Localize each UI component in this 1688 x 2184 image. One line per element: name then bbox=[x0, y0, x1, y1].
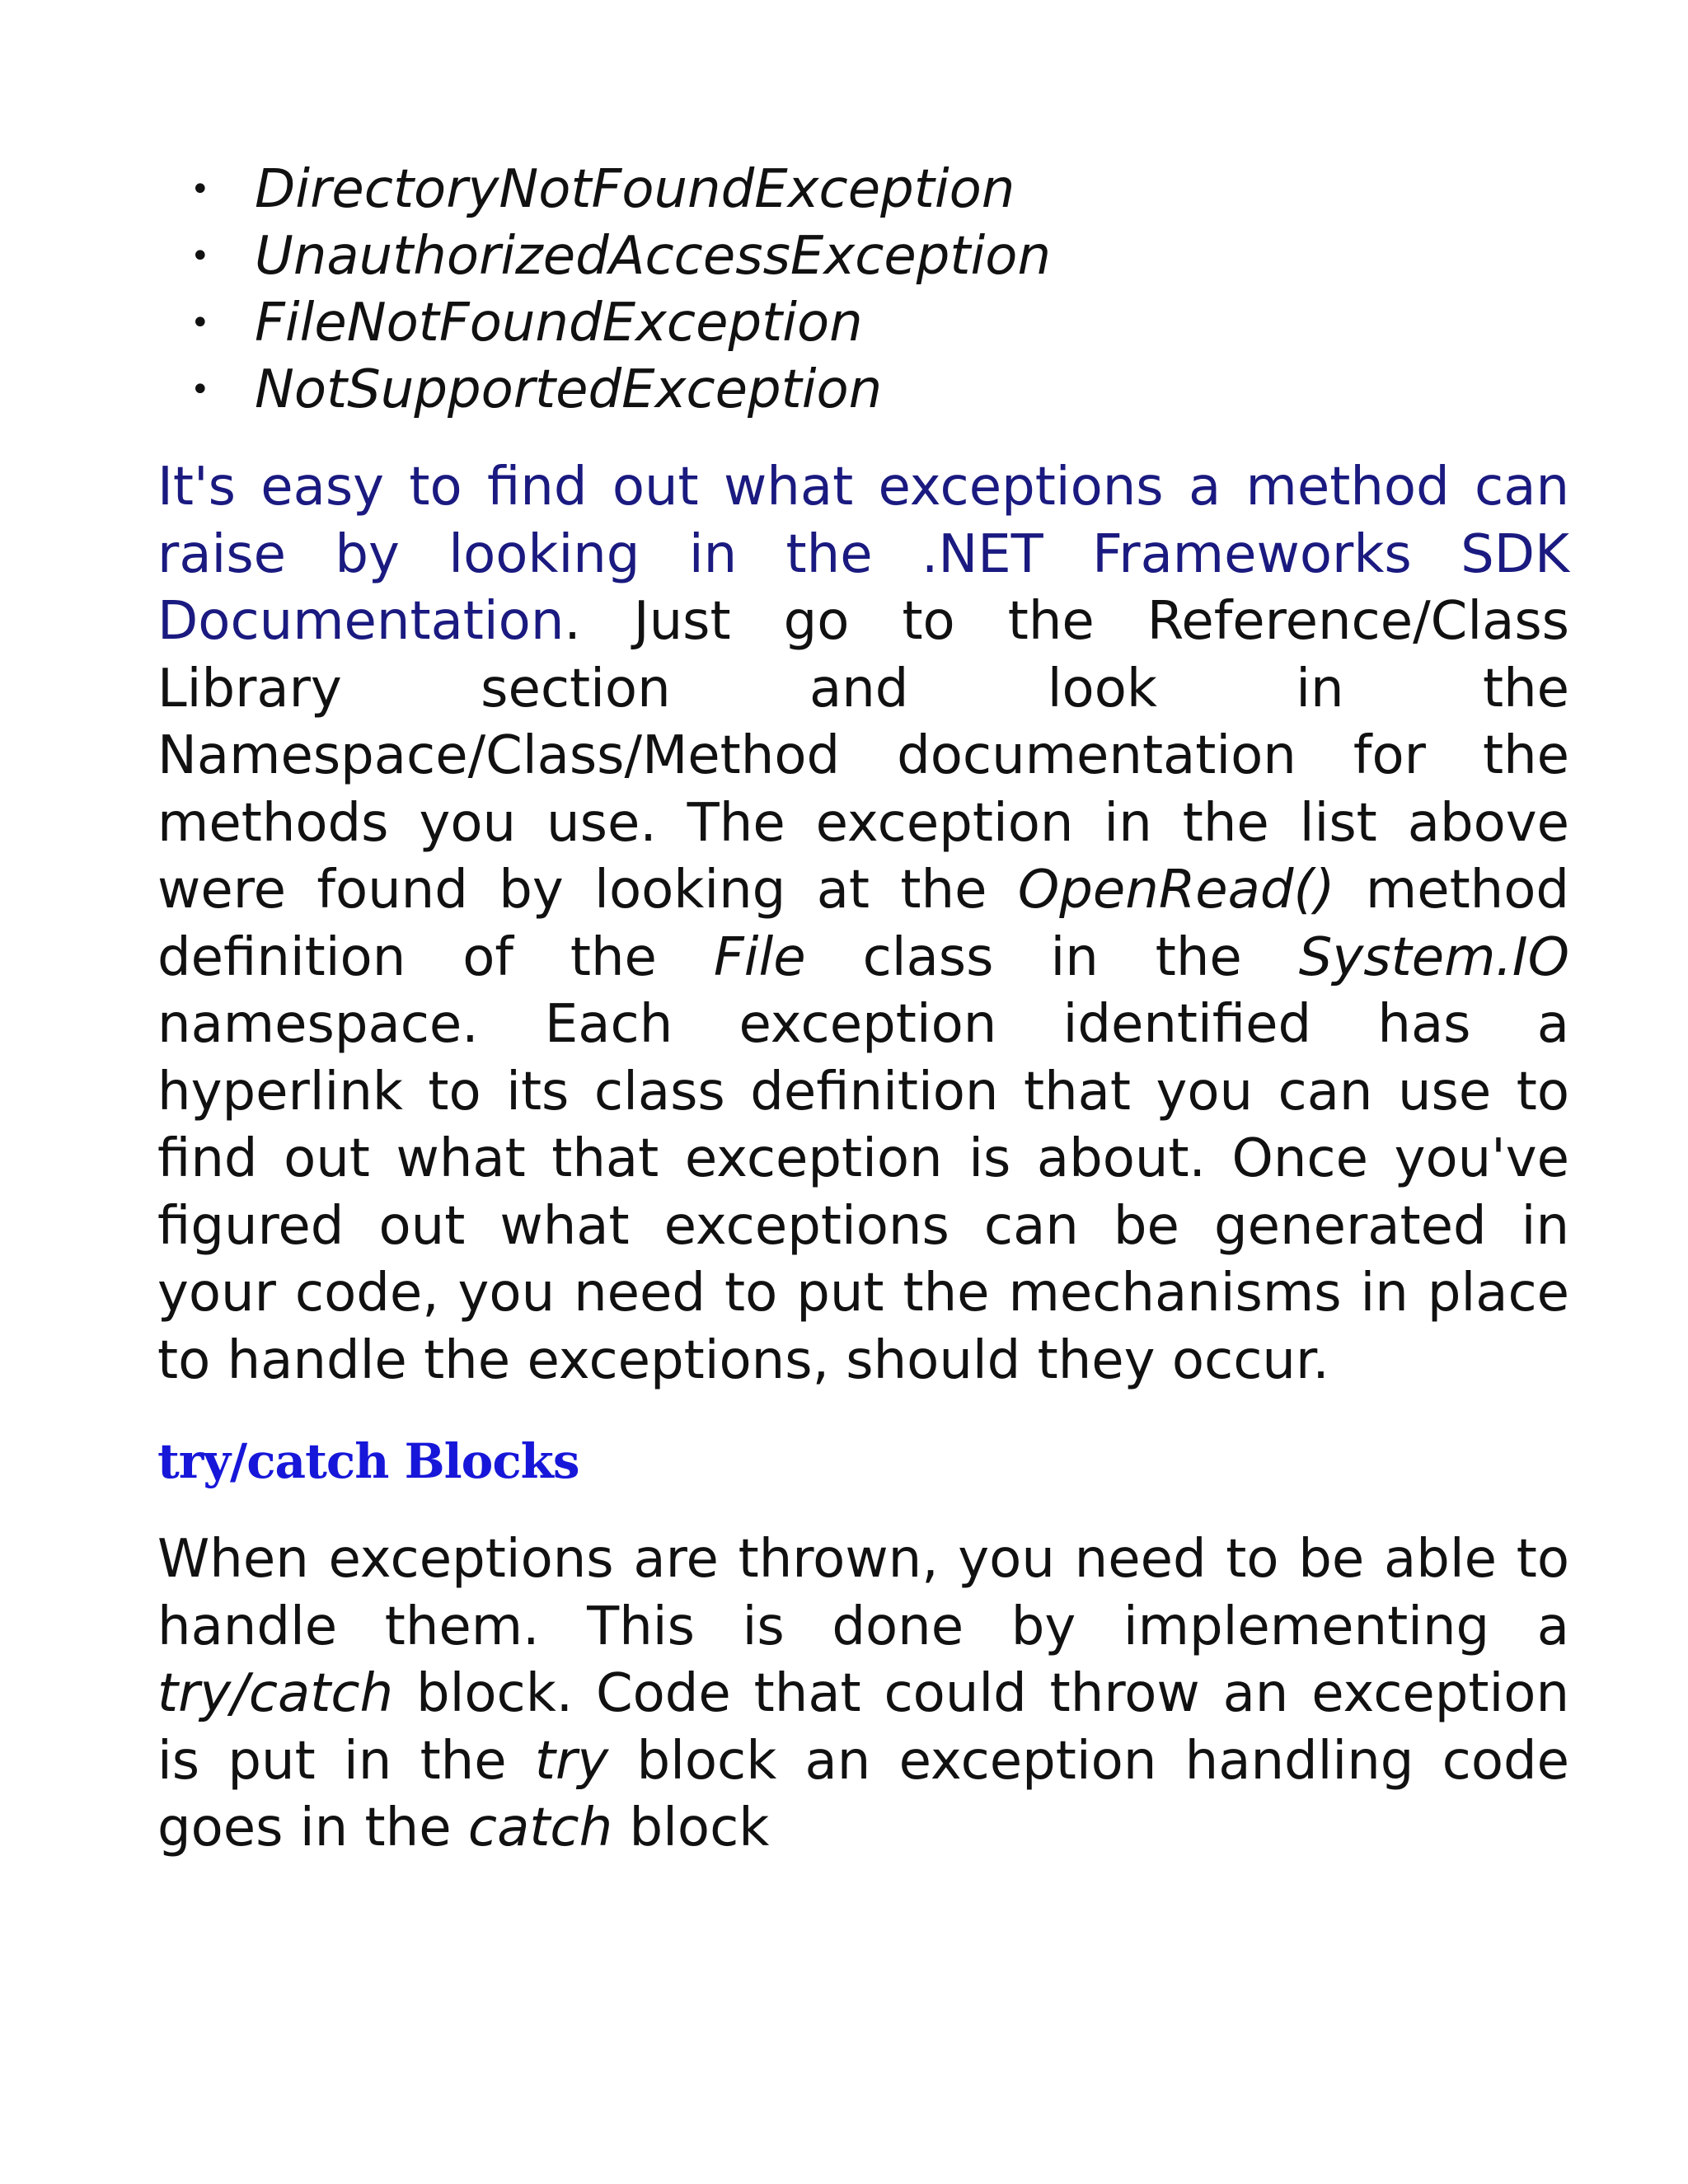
system-io-namespace: System.IO bbox=[1298, 926, 1569, 988]
bullet-icon: • bbox=[190, 171, 210, 209]
list-item bbox=[190, 357, 1569, 424]
catch-term: catch bbox=[467, 1797, 613, 1858]
exception-name: DirectoryNotFoundException bbox=[255, 159, 1015, 220]
document-page bbox=[157, 157, 1569, 1863]
paragraph-text: block an exception handling code goes in the bbox=[157, 1730, 1570, 1858]
try-term: try bbox=[534, 1730, 609, 1792]
sdk-documentation-paragraph bbox=[157, 454, 1569, 1394]
paragraph-text: block. Code that could throw an exception is put in the bbox=[157, 1663, 1569, 1792]
list-item bbox=[190, 157, 1569, 223]
exception-name: FileNotFoundException bbox=[255, 293, 863, 354]
exception-list bbox=[157, 157, 1569, 424]
sdk-documentation-link[interactable]: It's easy to find out what exceptions a method can raise by looking in the .NET Frameworks SDK Documentation bbox=[157, 457, 1569, 652]
paragraph-text: method definition of the bbox=[157, 860, 1570, 988]
file-class-name: File bbox=[713, 926, 806, 988]
paragraph-text: namespace. Each exception identified has a hyperlink to its class definition that you can use to find out what that exception is about. Once you've figured out what exceptions can be generated in your code, you need to put the mechanisms in place to handle the exceptions, should they occur. bbox=[157, 994, 1569, 1391]
exception-name: NotSupportedException bbox=[255, 359, 883, 420]
exception-name: UnauthorizedAccessException bbox=[255, 226, 1051, 287]
list-item bbox=[190, 223, 1569, 290]
paragraph-text: When exceptions are thrown, you need to be able to handle them. This is done by implementing a bbox=[157, 1529, 1569, 1657]
try-catch-paragraph bbox=[157, 1526, 1569, 1863]
paragraph-text: . Just go to the Reference/Class Library section and look in the Namespace/Class/Method documentation for the methods you use. The exception in the list above were found by looking at the bbox=[157, 591, 1569, 921]
bullet-icon: • bbox=[190, 371, 210, 409]
bullet-icon: • bbox=[190, 237, 210, 275]
openread-method-name: OpenRead() bbox=[1017, 860, 1335, 921]
paragraph-text: class in the bbox=[805, 926, 1299, 988]
try-catch-term: try/catch bbox=[157, 1663, 394, 1724]
bullet-icon: • bbox=[190, 304, 210, 342]
paragraph-text: block bbox=[612, 1797, 770, 1858]
list-item bbox=[190, 290, 1569, 357]
section-heading: try/catch Blocks bbox=[157, 1433, 579, 1489]
